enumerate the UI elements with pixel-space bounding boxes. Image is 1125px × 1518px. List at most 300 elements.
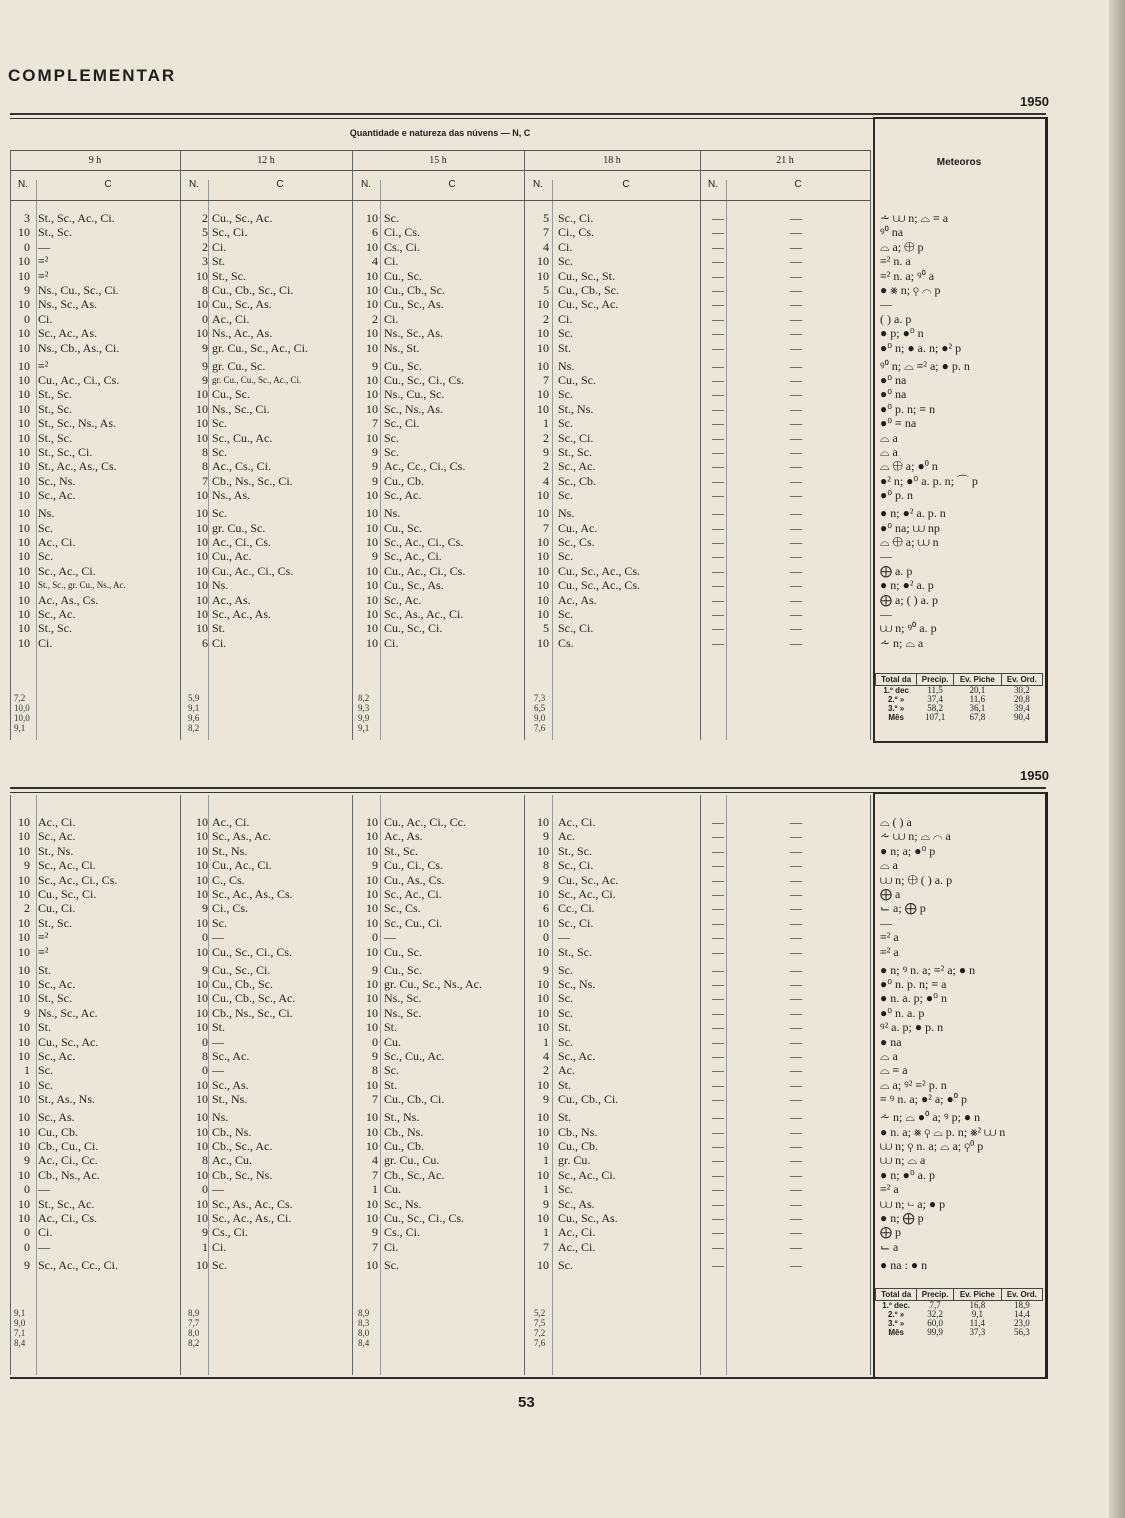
cloud-type: — xyxy=(212,1182,224,1197)
cloud-amount: 10 xyxy=(196,401,208,416)
cloud-amount: 10 xyxy=(196,578,208,593)
cloud-type: — xyxy=(790,254,802,269)
cloud-amount: 10 xyxy=(366,1110,378,1125)
totals-cell: Mês xyxy=(888,713,904,722)
cloud-amount: 10 xyxy=(18,915,30,930)
cloud-type: St., Sc. xyxy=(38,915,73,930)
meteoros-entry: ● n; ●⁰ a. p xyxy=(880,1167,935,1182)
cloud-amount: 10 xyxy=(18,977,30,991)
cloud-type: gr. Cu., Sc. xyxy=(212,358,266,373)
totals-cell: 1.º dec xyxy=(883,686,909,695)
cloud-type: Cb., Cu., Ci. xyxy=(38,1139,99,1153)
totals-cell: 16,8 xyxy=(969,1300,986,1310)
cloud-type: ≡² xyxy=(38,268,49,283)
cloud-amount: 6 xyxy=(202,635,208,650)
cloud-amount: 10 xyxy=(196,1211,208,1225)
cloud-amount: 10 xyxy=(196,977,208,991)
decade-mean: 8,4 xyxy=(358,1338,370,1348)
cloud-amount: 9 xyxy=(543,1092,549,1107)
cloud-amount: 10 xyxy=(366,915,378,930)
cloud-amount: 8 xyxy=(202,1153,208,1168)
cloud-amount: 10 xyxy=(196,563,208,578)
bottom-closing-rule xyxy=(10,1377,1046,1379)
cloud-type: St., Ns. xyxy=(212,843,248,858)
cloud-type: Ns., Sc., As. xyxy=(384,326,444,341)
cloud-amount: — xyxy=(712,563,724,578)
cloud-amount: 10 xyxy=(537,1020,549,1035)
cloud-amount: — xyxy=(712,1196,724,1211)
cloud-type: Cu., Cb. xyxy=(38,1124,79,1139)
cloud-type: Cu., Ac., Ci. xyxy=(212,858,272,873)
meteoros-entry: ●⁰ n. p. n; ≡ a xyxy=(880,977,947,991)
cloud-type: St., Sc., Ci. xyxy=(38,445,93,459)
meteoros-entry: ⌓ a; ꝰ² ≡² p. n xyxy=(880,1077,947,1092)
cloud-type: gr. Cu., Cu. xyxy=(384,1153,440,1168)
cloud-amount: — xyxy=(712,944,724,959)
cloud-amount: 0 xyxy=(543,930,549,945)
cloud-type: Ac. xyxy=(558,829,575,844)
cloud-type: Sc., Ac., Ci. xyxy=(38,563,96,578)
cloud-type: Sc. xyxy=(558,416,573,431)
cloud-type: Cu., Sc. xyxy=(558,373,597,387)
cloud-amount: 10 xyxy=(366,1020,378,1035)
totals-cell: 30,2 xyxy=(1013,685,1030,695)
meteoros-entry: ⨁ a xyxy=(880,887,901,901)
decade-mean: 9,1 xyxy=(358,723,370,733)
meteoros-entry: ● n. a; ⨳ ⚲ ⌓ p. n; ⨳² ⩊ n xyxy=(880,1124,1006,1139)
cloud-amount: 10 xyxy=(537,635,549,650)
cloud-amount: 0 xyxy=(24,1239,30,1254)
cloud-amount: — xyxy=(712,843,724,858)
meteoros-entry: ⩊ n; ⌙ a; ● p xyxy=(880,1196,946,1211)
cloud-type: Cu., Sc., As. xyxy=(384,578,444,593)
table-row xyxy=(0,445,900,459)
cloud-amount: 10 xyxy=(18,1020,30,1035)
cloud-amount: 10 xyxy=(366,211,378,225)
cloud-amount: 10 xyxy=(18,1092,30,1107)
cloud-amount: 10 xyxy=(366,944,378,959)
cloud-type: Ac., Ci., Cc. xyxy=(38,1153,98,1168)
totals-cell: 20,1 xyxy=(969,685,986,695)
cloud-type: — xyxy=(790,621,802,636)
cloud-type: — xyxy=(790,459,802,474)
cloud-amount: 10 xyxy=(18,843,30,858)
cloud-amount: — xyxy=(712,445,724,459)
meteoros-entry: — xyxy=(880,607,892,621)
cloud-type: — xyxy=(790,578,802,593)
cloud-amount: 10 xyxy=(18,829,30,844)
cloud-amount: 10 xyxy=(366,1257,378,1272)
cloud-type: Sc., Ci. xyxy=(212,225,248,240)
cloud-type: Sc., Ac. xyxy=(384,488,422,503)
cloud-type: Cu., Cb., Ci. xyxy=(558,1092,619,1107)
cloud-type: Sc. xyxy=(38,1077,53,1092)
col-n-heading: N. xyxy=(533,179,543,190)
cloud-type: Ac., As. xyxy=(212,592,251,607)
cloud-type: Cs. xyxy=(558,635,574,650)
cloud-type: Cu., Sc., Ac. xyxy=(558,297,619,312)
cloud-type: Cu., Sc., Ac. xyxy=(558,872,619,887)
meteoros-entry: ●² n; ●⁰ a. p. n; ⌒ p xyxy=(880,473,978,488)
table-row xyxy=(0,1257,928,1272)
cloud-type: Ns., Sc. xyxy=(384,991,422,1006)
cloud-type: Ns., Sc., Ac. xyxy=(38,1005,98,1020)
cloud-type: — xyxy=(790,488,802,503)
cloud-type: Ns., St. xyxy=(384,340,420,355)
cloud-type: Cu., As., Cs. xyxy=(384,872,445,887)
cloud-type: ≡² xyxy=(38,254,49,269)
cloud-type: Sc., Ac. xyxy=(38,977,76,991)
cloud-amount: 10 xyxy=(196,1092,208,1107)
totals-grid xyxy=(875,1288,1043,1337)
cloud-type: Cu., Ac., Ci., Cs. xyxy=(384,563,466,578)
cloud-type: St., Ns. xyxy=(384,1110,420,1125)
cloud-type: Sc., Ci. xyxy=(558,915,594,930)
meteoros-entry: ⨁ a; ( ) a. p xyxy=(880,592,938,607)
cloud-amount: 10 xyxy=(18,635,30,650)
cloud-amount: 10 xyxy=(537,915,549,930)
cloud-type: — xyxy=(790,1049,802,1063)
cloud-type: Sc., Cu., Ac. xyxy=(212,430,273,445)
cloud-type: Ns., As. xyxy=(212,488,251,503)
cloud-amount: 10 xyxy=(196,520,208,535)
table-row xyxy=(0,607,900,621)
table-row xyxy=(0,592,938,607)
cloud-amount: 10 xyxy=(366,592,378,607)
cloud-type: St., Sc., Ac., Ci. xyxy=(38,211,115,225)
cloud-type: Sc., Ac., As. xyxy=(212,607,272,621)
cloud-type: Sc., Ac. xyxy=(558,1049,596,1063)
totals-cell: 39,4 xyxy=(1013,703,1030,713)
cloud-type: — xyxy=(790,635,802,650)
totals-cell: 7,7 xyxy=(929,1300,941,1310)
cloud-type: St., Sc. xyxy=(38,387,73,402)
cloud-amount: 1 xyxy=(543,1182,549,1197)
cloud-type: Sc. xyxy=(384,1063,399,1078)
cloud-type: Cu., Ci., Cs. xyxy=(384,858,444,873)
cloud-amount: 10 xyxy=(196,488,208,503)
cloud-type: Ci. xyxy=(212,1239,227,1254)
meteoros-entry: ⩪ n; ⌓ ●⁰ a; ꝰ p; ● n xyxy=(880,1110,981,1125)
cloud-type: St., Sc. xyxy=(38,225,73,240)
cloud-type: Cu., Sc. xyxy=(384,962,423,977)
page-edge-shadow xyxy=(1109,0,1125,1518)
meteoros-entry: ( ) a. p xyxy=(880,311,912,326)
cloud-type: Sc. xyxy=(558,962,573,977)
cloud-amount: 10 xyxy=(366,1196,378,1211)
totals-cell: 9,1 xyxy=(971,1309,983,1319)
cloud-amount: 10 xyxy=(366,283,378,297)
cloud-amount: 10 xyxy=(196,430,208,445)
cloud-amount: 10 xyxy=(18,1211,30,1225)
cloud-amount: 4 xyxy=(543,1049,549,1063)
cloud-amount: — xyxy=(712,311,724,326)
cloud-amount: — xyxy=(712,373,724,387)
cloud-type: St., Ns. xyxy=(558,401,594,416)
decade-mean: 8,2 xyxy=(188,723,200,733)
cloud-amount: — xyxy=(712,977,724,991)
cloud-amount: 10 xyxy=(196,1005,208,1020)
totals-heading: Total da xyxy=(876,674,917,686)
cloud-amount: 10 xyxy=(537,1077,549,1092)
totals-heading: Total da xyxy=(876,1289,917,1301)
table-row xyxy=(0,1153,926,1168)
cloud-amount: 9 xyxy=(24,858,30,873)
decade-mean: 7,1 xyxy=(14,1328,26,1338)
cloud-type: Cu., Cb., Sc. xyxy=(212,977,274,991)
cloud-type: Cu., Sc., Ac., Cs. xyxy=(558,563,641,578)
cloud-amount: 10 xyxy=(366,401,378,416)
cloud-amount: 9 xyxy=(202,358,208,373)
decade-mean: 7,3 xyxy=(534,693,546,703)
table-row xyxy=(0,635,924,650)
cloud-amount: 10 xyxy=(196,1167,208,1182)
cloud-amount: 10 xyxy=(537,326,549,341)
cloud-type: Sc., Ac. xyxy=(38,488,76,503)
cloud-amount: 10 xyxy=(366,843,378,858)
cloud-type: — xyxy=(790,872,802,887)
cloud-type: — xyxy=(790,887,802,901)
cloud-type: Ci. xyxy=(38,311,53,326)
cloud-type: Cu., Sc., Ci., Cs. xyxy=(384,1211,465,1225)
cloud-type: St. xyxy=(558,1110,572,1125)
cloud-type: St., Sc., gr. Cu., Ns., Ac. xyxy=(38,580,126,591)
cloud-amount: 9 xyxy=(543,829,549,844)
cloud-type: St., As., Ns. xyxy=(38,1092,96,1107)
col-n-heading: N. xyxy=(18,179,28,190)
cloud-type: — xyxy=(790,1063,802,1078)
cloud-amount: 10 xyxy=(18,1049,30,1063)
cloud-amount: 10 xyxy=(196,416,208,431)
meteoros-entry: ꝰ⁰ n; ⌓ ≡² a; ● p. n xyxy=(880,358,970,373)
cloud-type: — xyxy=(790,1153,802,1168)
header-title: COMPLEMENTAR xyxy=(8,66,177,85)
cloud-amount: — xyxy=(712,829,724,844)
cloud-amount: 10 xyxy=(18,549,30,564)
cloud-amount: 2 xyxy=(543,459,549,474)
cloud-amount: — xyxy=(712,858,724,873)
cloud-type: Cb., Ns. xyxy=(384,1124,424,1139)
table-row xyxy=(0,843,936,858)
cloud-type: Sc., Ci. xyxy=(558,858,594,873)
cloud-type: — xyxy=(790,373,802,387)
table-row xyxy=(0,488,914,503)
table-row xyxy=(0,858,900,872)
cloud-type: ≡² xyxy=(38,930,49,945)
cloud-amount: — xyxy=(712,211,724,225)
cloud-type: Cu., Sc., As. xyxy=(558,1211,618,1225)
cloud-type: Sc., Cu., Ci. xyxy=(384,915,443,930)
table-row xyxy=(0,1092,967,1107)
cloud-amount: 10 xyxy=(196,297,208,312)
cloud-amount: 0 xyxy=(24,1182,30,1197)
cloud-type: St. xyxy=(38,1020,52,1035)
totals-cell: 2.º » xyxy=(887,695,905,704)
meteoros-entry: ●⁰ na xyxy=(880,387,907,402)
cloud-type: — xyxy=(790,430,802,445)
cloud-amount: — xyxy=(712,1020,724,1035)
cloud-amount: 10 xyxy=(537,1110,549,1125)
cloud-type: Cu., Sc., Ac. xyxy=(38,1034,99,1049)
cloud-type: Ac., Ci. xyxy=(212,311,250,326)
cloud-amount: — xyxy=(712,254,724,269)
cloud-type: Sc. xyxy=(212,506,227,521)
cloud-type: Sc., Ac., Ci. xyxy=(38,858,96,873)
cloud-amount: 10 xyxy=(196,506,208,521)
cloud-amount: 1 xyxy=(202,1239,208,1254)
cloud-amount: 2 xyxy=(202,239,208,254)
cloud-type: C., Cs. xyxy=(212,872,245,887)
cloud-amount: 10 xyxy=(366,578,378,593)
cloud-type: Cu., Cb., Sc. xyxy=(558,283,620,297)
cloud-amount: 9 xyxy=(372,858,378,873)
cloud-amount: 10 xyxy=(366,607,378,621)
cloud-type: gr. Cu. xyxy=(558,1153,591,1168)
cloud-amount: 8 xyxy=(372,1063,378,1078)
cloud-amount: 10 xyxy=(18,1034,30,1049)
cloud-amount: 10 xyxy=(537,607,549,621)
cloud-type: Ns., Cu., Sc., Ci. xyxy=(38,283,119,297)
cloud-type: Cu., Ac. xyxy=(212,549,252,564)
cloud-type: gr. Cu., Sc. xyxy=(212,520,266,535)
decade-mean: 5,9 xyxy=(188,693,200,703)
cloud-type: St., Ns. xyxy=(38,843,74,858)
cloud-type: Ci. xyxy=(212,635,227,650)
cloud-type: — xyxy=(790,268,802,283)
cloud-amount: — xyxy=(712,815,724,829)
meteoros-entry: ● n; ●² a. p. n xyxy=(880,506,946,521)
meteoros-entry: ⌓ ≡ a xyxy=(880,1063,908,1078)
cloud-amount: 10 xyxy=(18,887,30,901)
cloud-amount: 1 xyxy=(543,1034,549,1049)
cloud-type: Ac., Ci. xyxy=(558,1225,596,1240)
cloud-amount: — xyxy=(712,991,724,1006)
col-c-heading: C xyxy=(794,179,802,190)
cloud-type: — xyxy=(790,901,802,916)
cloud-amount: 0 xyxy=(24,311,30,326)
cloud-amount: 10 xyxy=(18,225,30,240)
cloud-type: Sc. xyxy=(558,1005,573,1020)
totals-heading: Ev. Ord. xyxy=(1001,1289,1042,1301)
cloud-amount: 10 xyxy=(196,1139,208,1153)
cloud-amount: 4 xyxy=(543,473,549,488)
totals-cell: 11,6 xyxy=(969,694,986,704)
decade-mean: 7,6 xyxy=(534,723,546,733)
cloud-amount: — xyxy=(712,416,724,431)
cloud-type: Ns., Sc., As. xyxy=(38,297,98,312)
cloud-amount: 10 xyxy=(537,488,549,503)
cloud-type: — xyxy=(790,239,802,254)
cloud-type: Cu., Sc., Ci. xyxy=(38,887,97,901)
meteoros-entry: ⌙ a xyxy=(880,1239,899,1254)
cloud-amount: 10 xyxy=(196,858,208,873)
meteoros-entry: ● na xyxy=(880,1034,902,1049)
cloud-amount: 10 xyxy=(537,549,549,564)
cloud-amount: 10 xyxy=(537,843,549,858)
cloud-amount: 9 xyxy=(543,1196,549,1211)
cloud-amount: 10 xyxy=(366,520,378,535)
cloud-amount: 10 xyxy=(18,592,30,607)
cloud-type: Ac., Ci., Cs. xyxy=(212,535,272,549)
cloud-type: Ns. xyxy=(212,1110,229,1125)
cloud-type: Cb., Ns., Sc., Ci. xyxy=(212,1005,293,1020)
cloud-amount: — xyxy=(712,549,724,564)
cloud-type: Cu., Cb., Sc., Ac. xyxy=(212,991,296,1006)
cloud-type: — xyxy=(790,401,802,416)
cloud-type: Sc., Ac., Cc., Ci. xyxy=(38,1257,118,1272)
meteoros-entry: ⩊ n; ⌓ a xyxy=(880,1153,926,1168)
cloud-type: Cu., Sc., As. xyxy=(384,297,444,312)
cloud-amount: 9 xyxy=(372,445,378,459)
cloud-type: — xyxy=(790,1005,802,1020)
hour-heading: 21 h xyxy=(776,155,794,166)
cloud-amount: — xyxy=(712,1167,724,1182)
cloud-amount: 10 xyxy=(18,1167,30,1182)
cloud-type: Cb., Sc., Ac. xyxy=(384,1167,445,1182)
year-top: 1950 xyxy=(1020,94,1049,109)
table-row xyxy=(0,297,900,311)
decade-mean: 9,6 xyxy=(188,713,200,723)
cloud-amount: 10 xyxy=(18,535,30,549)
cloud-amount: 9 xyxy=(543,445,549,459)
cloud-type: Cu., Cb. xyxy=(384,1139,425,1153)
cloud-amount: 9 xyxy=(372,473,378,488)
cloud-type: — xyxy=(790,1196,802,1211)
totals-cell: 32,2 xyxy=(927,1309,943,1319)
cloud-amount: — xyxy=(712,1049,724,1063)
meteoros-entry: ≡² a xyxy=(880,930,899,945)
cloud-type: St., Ac., As., Cs. xyxy=(38,459,117,474)
cloud-amount: 10 xyxy=(366,535,378,549)
cloud-type: Sc. xyxy=(384,211,399,225)
cloud-amount: 10 xyxy=(537,592,549,607)
colhead-rule xyxy=(10,200,870,201)
hour-heading: 15 h xyxy=(429,155,447,166)
decade-mean: 9,1 xyxy=(188,703,200,713)
cloud-type: St. xyxy=(212,1020,226,1035)
meteoros-entry: ●⁰ p. n; ≡ n xyxy=(880,401,936,416)
table-row xyxy=(0,506,946,521)
cloud-amount: — xyxy=(712,1153,724,1168)
cloud-amount: 7 xyxy=(543,373,549,387)
cloud-amount: 9 xyxy=(543,872,549,887)
cloud-type: Ns. xyxy=(212,578,229,593)
bottom-rule xyxy=(10,787,1046,789)
cloud-amount: 10 xyxy=(366,373,378,387)
cloud-amount: — xyxy=(712,1077,724,1092)
cloud-amount: — xyxy=(712,872,724,887)
cloud-amount: 10 xyxy=(196,1110,208,1125)
table-row xyxy=(0,1196,946,1211)
cloud-amount: 9 xyxy=(202,373,208,387)
cloud-type: — xyxy=(790,225,802,240)
cloud-type: Ci. xyxy=(38,635,53,650)
cloud-type: Ci. xyxy=(384,254,399,269)
totals-cell: 58,2 xyxy=(927,703,943,713)
table-row xyxy=(0,1063,908,1078)
table-row xyxy=(0,945,900,959)
cloud-type: — xyxy=(790,1239,802,1254)
cloud-amount: 0 xyxy=(372,1034,378,1049)
table-caption: Quantidade e natureza das núvens — N, C xyxy=(349,128,531,138)
cloud-amount: 9 xyxy=(24,1005,30,1020)
cloud-type: Ci. xyxy=(384,635,399,650)
cloud-type: Sc. xyxy=(558,607,573,621)
page-number: 53 xyxy=(518,1394,535,1411)
table-row xyxy=(0,1005,925,1020)
cloud-amount: 7 xyxy=(372,1167,378,1182)
meteoros-entry: ꝰ⁰ na xyxy=(880,225,904,240)
